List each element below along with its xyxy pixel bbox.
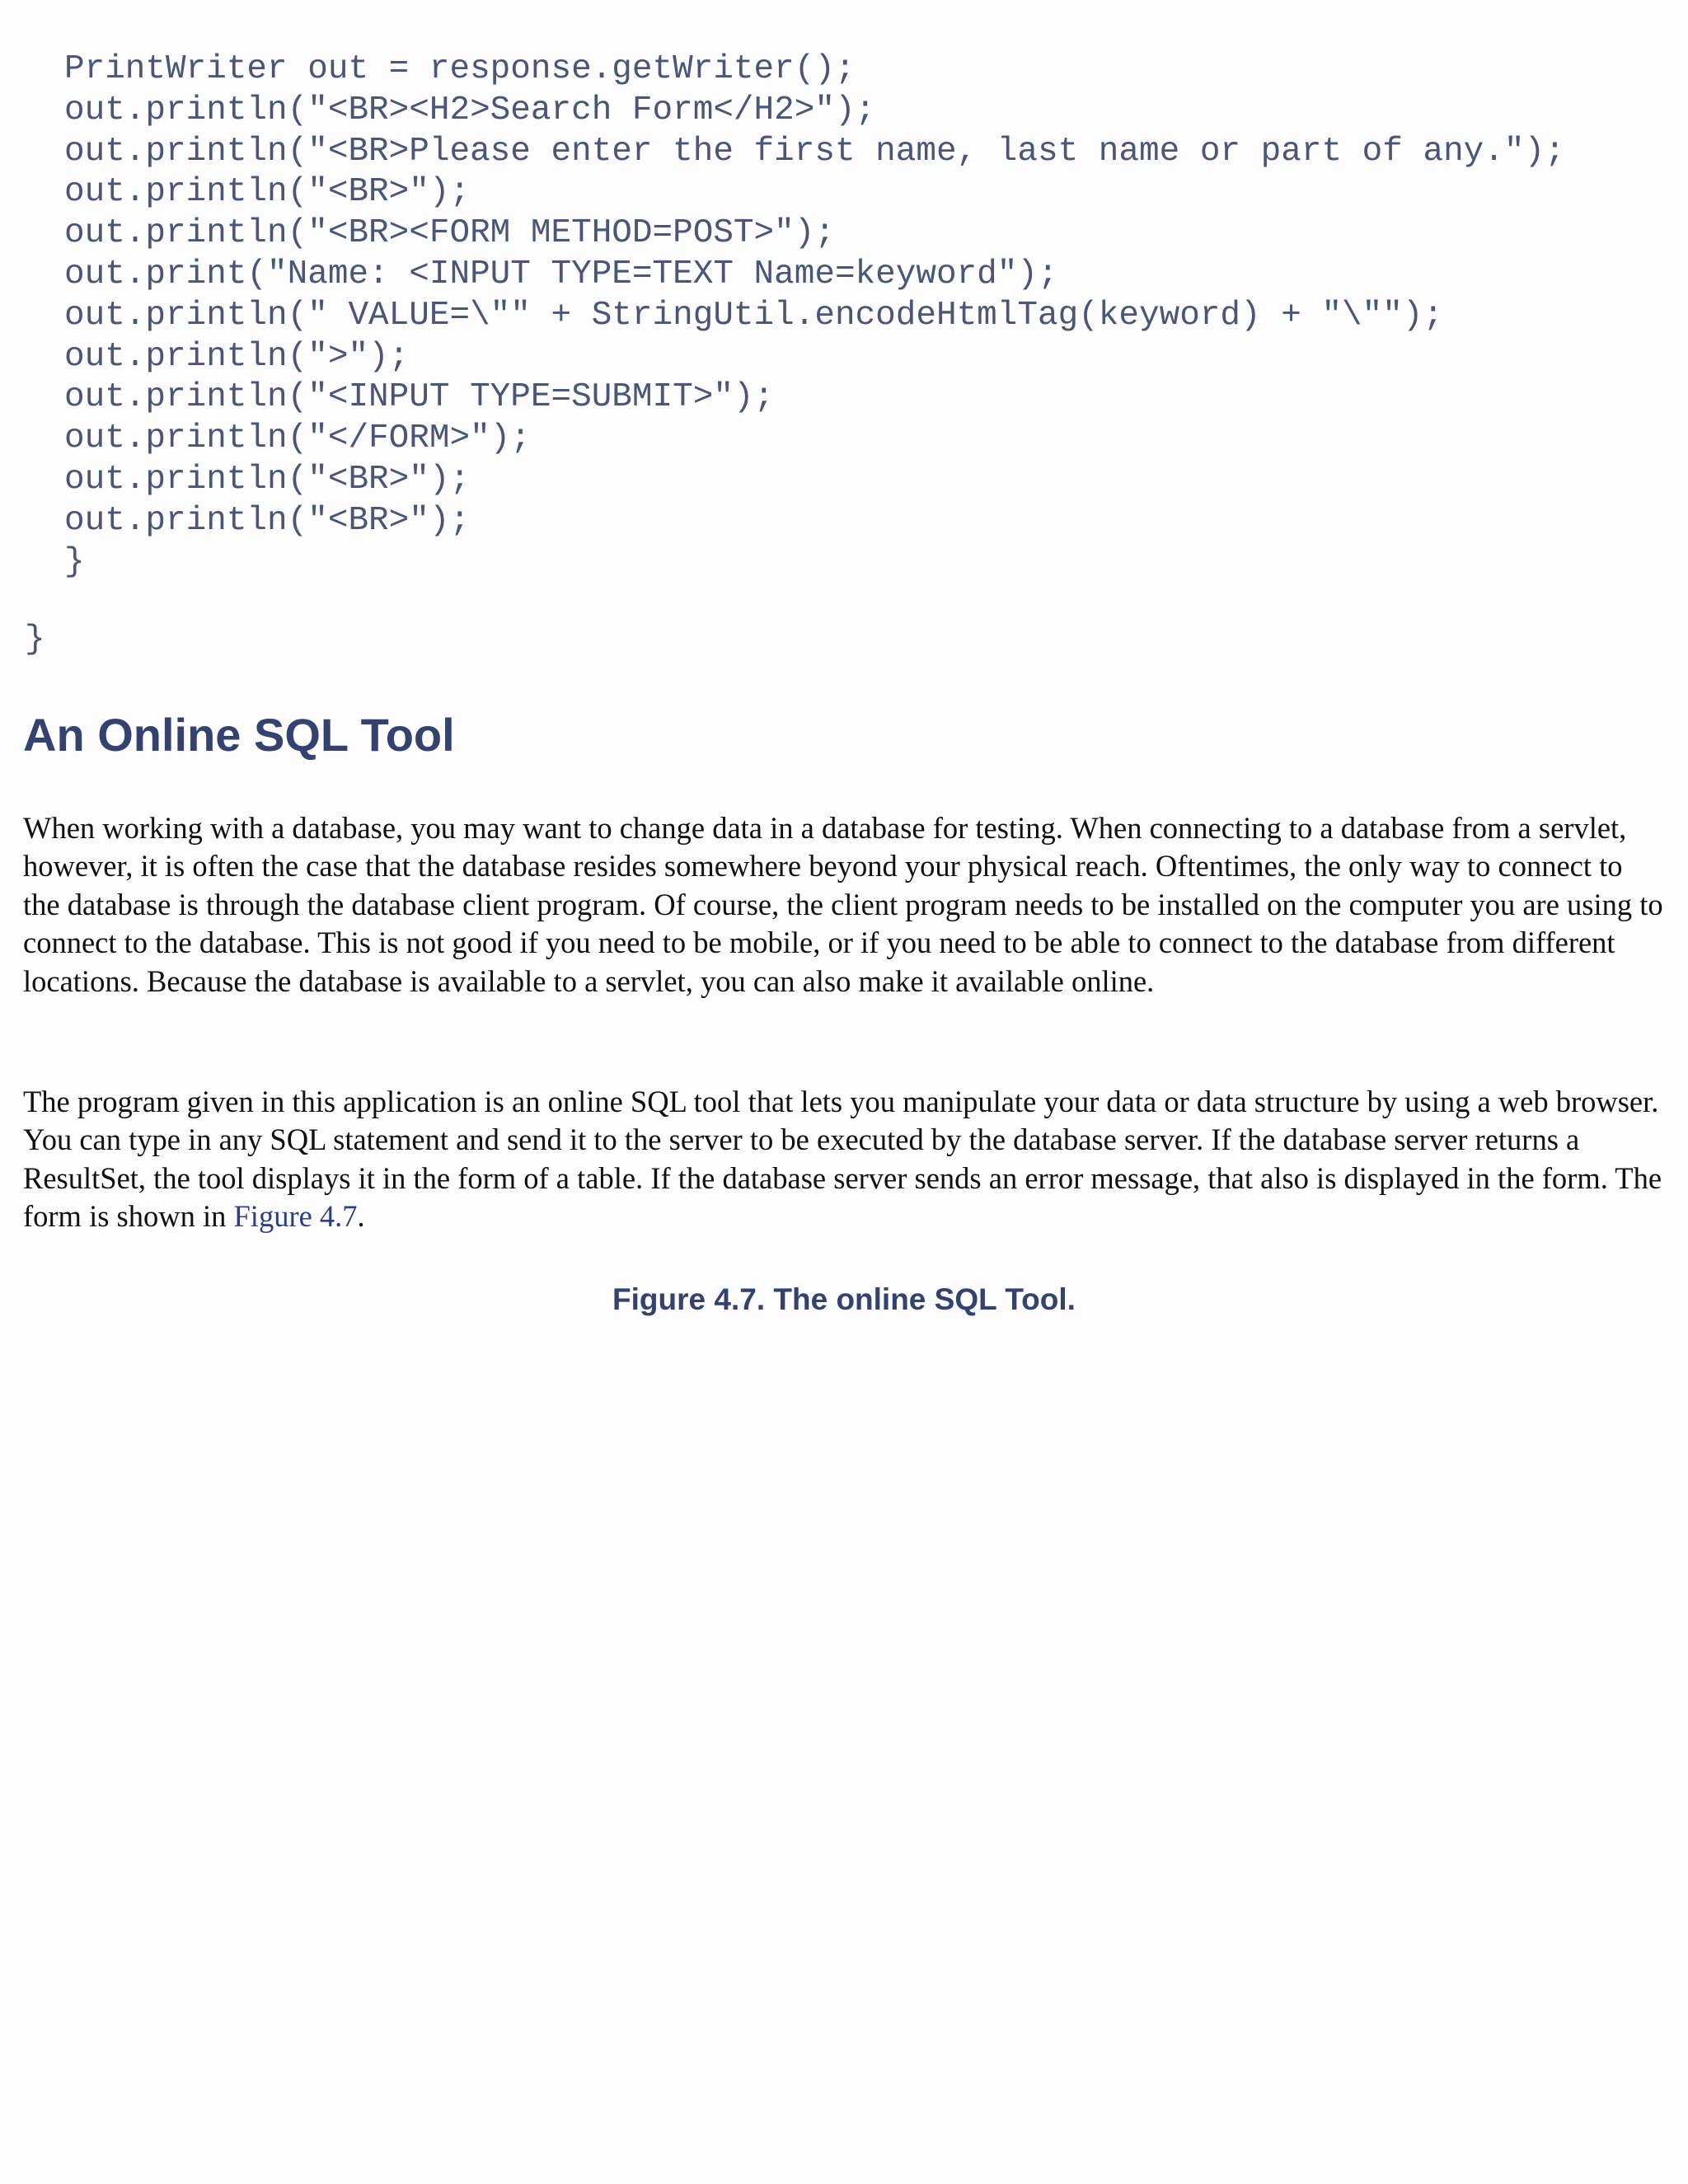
paragraph-text-end: . (357, 1199, 365, 1234)
body-paragraph: When working with a database, you may want to change data in a database for testing. When connecting to a database from a servlet, however, it is often the case that the database resides somewhere beyond your physical reach. Oftentimes, the only way to connect to the database is through the database client program. Of course, the client program needs to be installed on the computer you are using to connect to the database. This is not good if you need to be mobile, or if you need to be able to connect to the database from different locations. Because the database is available to a servlet, you can also make it available online. (23, 811, 1663, 998)
code-line: out.println("<BR>Please enter the first name, last name or part of any."); (64, 132, 1565, 171)
body-paragraph (23, 1083, 1663, 1236)
code-line: out.println("<BR>"); (64, 501, 471, 540)
section-heading: An Online SQL Tool (23, 709, 455, 761)
code-line: out.println(">"); (64, 337, 410, 376)
code-line: out.println("<BR><H2>Search Form</H2>"); (64, 91, 876, 129)
code-line: out.println("<BR>"); (64, 460, 471, 499)
code-line: } (64, 542, 85, 581)
figure-link[interactable]: Figure 4.7 (233, 1199, 358, 1234)
code-closing-brace: } (25, 621, 45, 658)
figure-caption: Figure 4.7. The online SQL Tool. (612, 1282, 1076, 1316)
code-line: out.println("<BR><FORM METHOD=POST>"); (64, 214, 835, 253)
code-line: out.println("</FORM>"); (64, 419, 531, 458)
code-line: out.print("Name: <INPUT TYPE=TEXT Name=keyword"); (64, 255, 1058, 293)
code-line: out.println(" VALUE=\"" + StringUtil.encodeHtmlTag(keyword) + "\""); (64, 296, 1444, 335)
code-line: out.println("<INPUT TYPE=SUBMIT>"); (64, 378, 775, 417)
code-line: PrintWriter out = response.getWriter(); (64, 50, 856, 88)
code-listing (64, 49, 1565, 583)
code-line: out.println("<BR>"); (64, 173, 471, 212)
paragraph-text: The program given in this application is an online SQL tool that lets you manipulate your data or data structure by using a web browser. You can type in any SQL statement and send it to the server to be executed by the database server. If the database server returns a ResultSet, the tool displays it in the form of a table. If the database server sends an error message, that also is displayed in the form. The form is shown in (23, 1085, 1662, 1234)
